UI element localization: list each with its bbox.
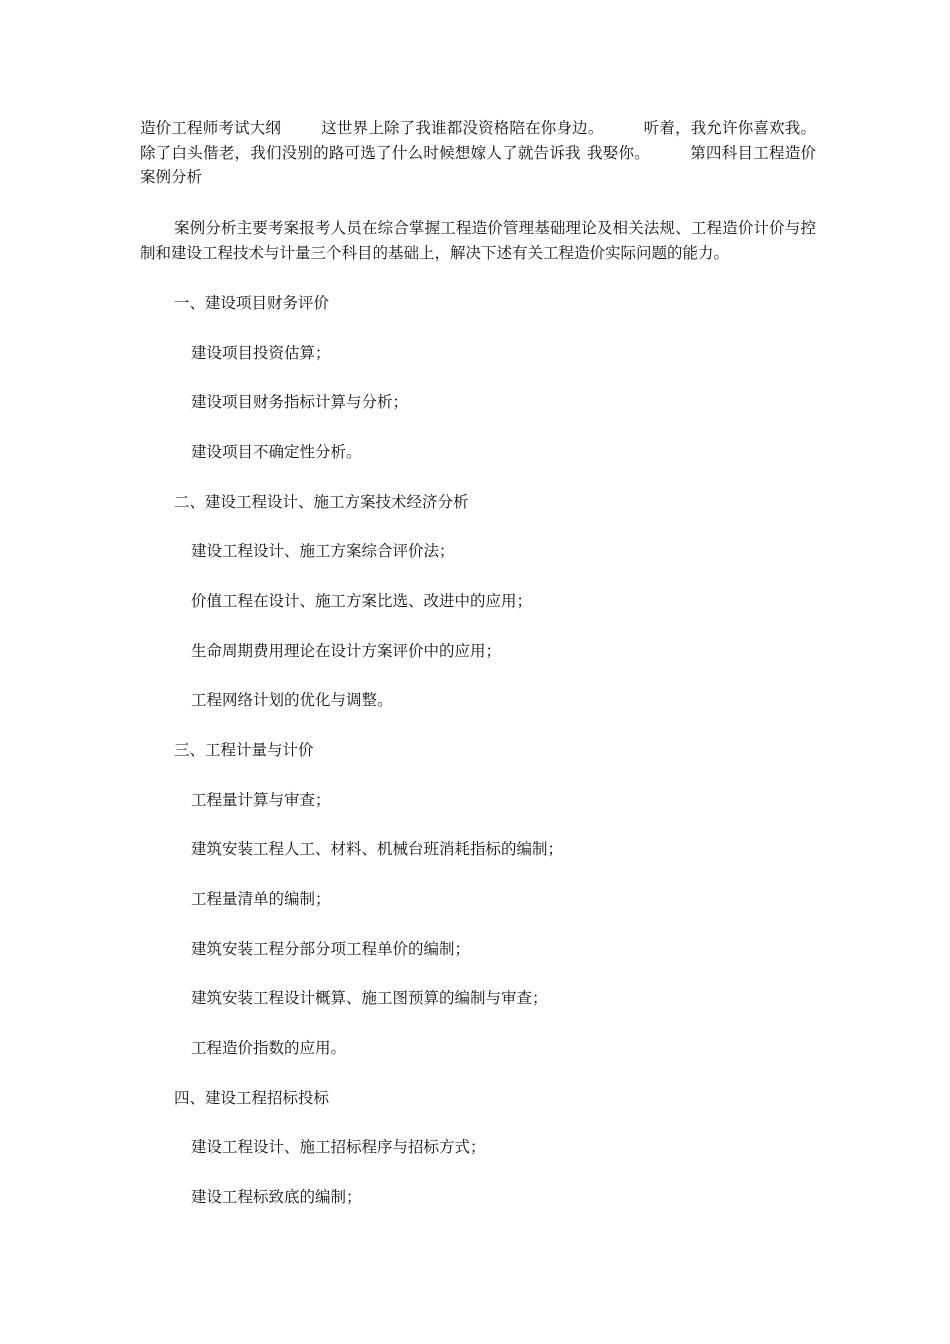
- doc-title: 造价工程师考试大纲: [140, 119, 282, 137]
- lead-paragraph: 案例分析主要考案报考人员在综合掌握工程造价管理基础理论及相关法规、工程造价计价与控制和建设工程技术与计量三个科目的基础上，解决下述有关工程造价实际问题的能力。: [140, 219, 816, 262]
- list-item: 生命周期费用理论在设计方案评价中的应用；: [191, 642, 502, 660]
- list-item: 价值工程在设计、施工方案比选、改进中的应用；: [191, 592, 533, 610]
- subject-title: 第四科目工程造价案例分析: [140, 143, 816, 186]
- list-item: 工程量计算与审查；: [191, 791, 331, 809]
- list-item: 建设项目投资估算；: [191, 344, 331, 362]
- list-item: 建设项目不确定性分析。: [191, 443, 362, 461]
- list-item: 建设工程设计、施工招标程序与招标方式；: [191, 1138, 486, 1156]
- list-item: 建筑安装工程设计概算、施工图预算的编制与审查；: [191, 989, 548, 1007]
- list-item: 建筑安装工程分部分项工程单价的编制；: [191, 940, 471, 958]
- list-item: 工程量清单的编制；: [191, 890, 331, 908]
- section-heading: 二、建设工程设计、施工方案技术经济分析: [174, 493, 469, 511]
- list-item: 工程网络计划的优化与调整。: [191, 691, 393, 709]
- intro-paragraph: [140, 116, 816, 190]
- list-item: 建设工程标致底的编制；: [191, 1188, 362, 1206]
- section-heading: 四、建设工程招标投标: [174, 1089, 330, 1107]
- aside-2: 听着，我允许你喜欢我。除了白头偕老，我们没别的路可选了什么时候想嫁人了就告诉我: [140, 119, 816, 162]
- list-item: 建设项目财务指标计算与分析；: [191, 393, 409, 411]
- aside-1: 这世界上除了我谁都没资格陪在你身边。: [321, 119, 604, 137]
- section-heading: 一、建设项目财务评价: [174, 294, 330, 312]
- section-heading: 三、工程计量与计价: [174, 741, 314, 759]
- list-item: 建筑安装工程人工、材料、机械台班消耗指标的编制；: [191, 840, 564, 858]
- aside-3: 我娶你。: [586, 143, 651, 162]
- list-item: 工程造价指数的应用。: [191, 1039, 347, 1057]
- list-item: 建设工程设计、施工方案综合评价法；: [191, 542, 455, 560]
